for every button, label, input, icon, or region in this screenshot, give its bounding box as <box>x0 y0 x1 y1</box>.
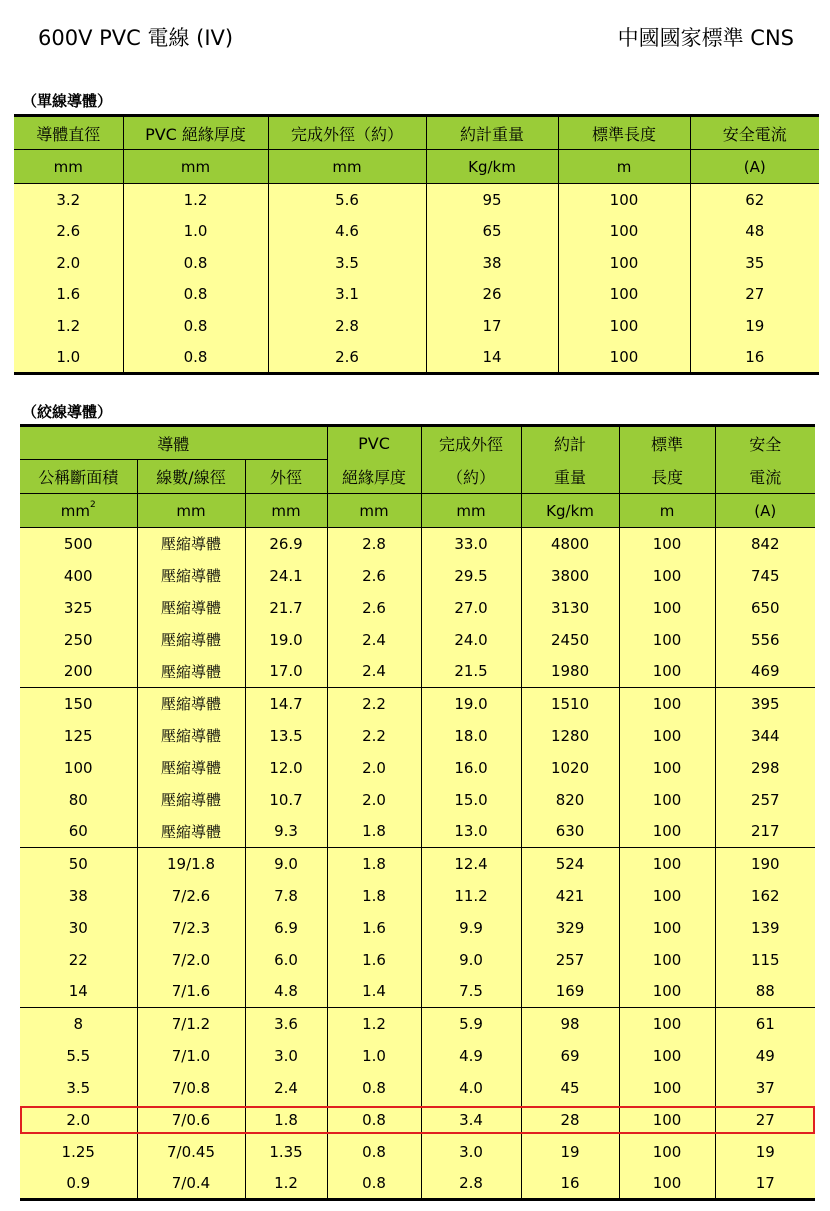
table-cell: 10.7 <box>245 784 327 816</box>
table-cell: 3.0 <box>245 1040 327 1072</box>
table-row <box>20 944 815 976</box>
table-cell: 500 <box>20 528 137 560</box>
stranded-wire-section-title: （絞線導體） <box>22 403 113 421</box>
table-cell: 100 <box>558 310 690 342</box>
header-area: 公稱斷面積 <box>20 460 137 494</box>
table-cell: 壓縮導體 <box>137 688 245 720</box>
table-row <box>20 560 815 592</box>
table-row <box>20 592 815 624</box>
table-row <box>14 310 819 342</box>
table-cell: 壓縮導體 <box>137 528 245 560</box>
unit-pvc: mm <box>327 494 421 528</box>
table-cell: 0.8 <box>123 247 268 279</box>
table-cell: 50 <box>20 848 137 880</box>
header-outer: 外徑 <box>245 460 327 494</box>
standard-label: 中國國家標準 CNS <box>617 26 794 50</box>
table-cell: 190 <box>715 848 815 880</box>
table-cell: 2.0 <box>327 784 421 816</box>
page-title: 600V PVC 電線 (IV) <box>38 26 234 50</box>
table-cell: 16 <box>521 1168 619 1200</box>
table-cell: 12.4 <box>421 848 521 880</box>
table-cell: 4.6 <box>268 215 426 247</box>
table-cell: 100 <box>619 912 715 944</box>
unit-od: mm <box>421 494 521 528</box>
table-row <box>20 912 815 944</box>
table-cell: 820 <box>521 784 619 816</box>
table-cell: 38 <box>20 880 137 912</box>
table-cell: 100 <box>619 1168 715 1200</box>
table-cell: 27 <box>690 279 819 311</box>
table-row <box>20 1008 815 1040</box>
unit-weight: Kg/km <box>521 494 619 528</box>
header-cell: 安全電流 <box>690 116 819 150</box>
table-row <box>20 656 815 688</box>
table-cell: 7/1.0 <box>137 1040 245 1072</box>
table-cell: 7/0.45 <box>137 1136 245 1168</box>
table-cell: 14 <box>426 342 558 374</box>
table-cell: 壓縮導體 <box>137 624 245 656</box>
table-cell: 22 <box>20 944 137 976</box>
table-row <box>20 1136 815 1168</box>
table-cell: 100 <box>619 752 715 784</box>
table-cell: 1.8 <box>327 816 421 848</box>
table-cell: 2.6 <box>327 560 421 592</box>
table-cell: 2.8 <box>327 528 421 560</box>
table-cell: 1980 <box>521 656 619 688</box>
units-row <box>20 494 815 528</box>
table-cell: 17 <box>715 1168 815 1200</box>
table-cell: 125 <box>20 720 137 752</box>
table-cell: 298 <box>715 752 815 784</box>
table-cell: 38 <box>426 247 558 279</box>
table-row <box>20 1040 815 1072</box>
table-cell: 14 <box>20 976 137 1008</box>
table-cell: 7.5 <box>421 976 521 1008</box>
table-cell: 13.5 <box>245 720 327 752</box>
table-cell: 3.4 <box>421 1104 521 1136</box>
table-cell: 1.2 <box>245 1168 327 1200</box>
table-cell: 1.25 <box>20 1136 137 1168</box>
table-cell: 15.0 <box>421 784 521 816</box>
table-row <box>14 279 819 311</box>
table-cell: 2.2 <box>327 720 421 752</box>
stranded-wire-table <box>20 424 815 1201</box>
table-cell: 18.0 <box>421 720 521 752</box>
table-cell: 100 <box>619 1072 715 1104</box>
table-cell: 250 <box>20 624 137 656</box>
table-cell: 30 <box>20 912 137 944</box>
table-cell: 4.0 <box>421 1072 521 1104</box>
table-cell: 21.5 <box>421 656 521 688</box>
table-cell: 4.8 <box>245 976 327 1008</box>
table-cell: 19/1.8 <box>137 848 245 880</box>
table-cell: 16.0 <box>421 752 521 784</box>
header-cell: 約計重量 <box>426 116 558 150</box>
table-cell: 9.0 <box>245 848 327 880</box>
header-cell: 完成外徑（約） <box>268 116 426 150</box>
table-cell: 19.0 <box>245 624 327 656</box>
table-row <box>14 342 819 374</box>
table-cell: 0.8 <box>123 342 268 374</box>
table-cell: 7/0.6 <box>137 1104 245 1136</box>
table-cell: 1.2 <box>327 1008 421 1040</box>
table-cell: 壓縮導體 <box>137 816 245 848</box>
single-wire-section-title: （單線導體） <box>22 92 113 110</box>
table-cell: 17.0 <box>245 656 327 688</box>
table-cell: 24.1 <box>245 560 327 592</box>
table-cell: 7/2.3 <box>137 912 245 944</box>
table-cell: 1020 <box>521 752 619 784</box>
table-cell: 19 <box>715 1136 815 1168</box>
table-cell: 100 <box>558 184 690 216</box>
table-cell: 100 <box>619 1040 715 1072</box>
table-cell: 3.1 <box>268 279 426 311</box>
table-row <box>20 848 815 880</box>
table-cell: 壓縮導體 <box>137 720 245 752</box>
header-strands: 線數/線徑 <box>137 460 245 494</box>
header-pvc: PVC <box>327 426 421 460</box>
table-cell: 100 <box>558 247 690 279</box>
table-cell: 9.0 <box>421 944 521 976</box>
table-cell: 27 <box>715 1104 815 1136</box>
table-cell: 1.6 <box>14 279 123 311</box>
table-cell: 1.2 <box>14 310 123 342</box>
table-cell: 1510 <box>521 688 619 720</box>
header-length: 標準 <box>619 426 715 460</box>
table-cell: 35 <box>690 247 819 279</box>
table-cell: 100 <box>558 342 690 374</box>
table-cell: 329 <box>521 912 619 944</box>
table-cell: 524 <box>521 848 619 880</box>
unit-area: $mm^2$ <box>20 494 137 528</box>
table-cell: 7/1.2 <box>137 1008 245 1040</box>
table-row-highlighted <box>20 1104 815 1136</box>
header-row-mid <box>20 460 815 494</box>
table-cell: 65 <box>426 215 558 247</box>
table-cell: 1.35 <box>245 1136 327 1168</box>
table-cell: 5.6 <box>268 184 426 216</box>
table-cell: 100 <box>619 848 715 880</box>
table-cell: 0.9 <box>20 1168 137 1200</box>
unit-cell: Kg/km <box>426 150 558 184</box>
table-cell: 344 <box>715 720 815 752</box>
table-cell: 7/1.6 <box>137 976 245 1008</box>
table-cell: 1.4 <box>327 976 421 1008</box>
table-cell: 61 <box>715 1008 815 1040</box>
table-cell: 162 <box>715 880 815 912</box>
table-cell: 0.8 <box>327 1136 421 1168</box>
unit-cell: mm <box>123 150 268 184</box>
table-row <box>20 624 815 656</box>
unit-outer: mm <box>245 494 327 528</box>
table-cell: 100 <box>619 944 715 976</box>
table-cell: 9.9 <box>421 912 521 944</box>
table-row <box>20 1072 815 1104</box>
table-cell: 2.6 <box>268 342 426 374</box>
table-cell: 100 <box>619 624 715 656</box>
table-cell: 壓縮導體 <box>137 656 245 688</box>
table-cell: 1.6 <box>327 912 421 944</box>
table-cell: 49 <box>715 1040 815 1072</box>
table-cell: 21.7 <box>245 592 327 624</box>
table-cell: 169 <box>521 976 619 1008</box>
table-cell: 842 <box>715 528 815 560</box>
table-cell: 0.8 <box>123 279 268 311</box>
header-length-2: 長度 <box>619 460 715 494</box>
table-cell: 1.0 <box>123 215 268 247</box>
table-cell: 3.2 <box>14 184 123 216</box>
table-cell: 33.0 <box>421 528 521 560</box>
table-cell: 1.2 <box>123 184 268 216</box>
table-cell: 88 <box>715 976 815 1008</box>
table-cell: 3.6 <box>245 1008 327 1040</box>
table-cell: 100 <box>619 560 715 592</box>
table-cell: 2.4 <box>327 624 421 656</box>
table-cell: 1.0 <box>14 342 123 374</box>
table-cell: 325 <box>20 592 137 624</box>
table-row <box>20 976 815 1008</box>
table-cell: 100 <box>619 976 715 1008</box>
single-wire-table <box>14 114 819 375</box>
table-cell: 650 <box>715 592 815 624</box>
table-row <box>14 247 819 279</box>
table-cell: 98 <box>521 1008 619 1040</box>
table-cell: 壓縮導體 <box>137 752 245 784</box>
table-cell: 26.9 <box>245 528 327 560</box>
table-cell: 630 <box>521 816 619 848</box>
table-cell: 29.5 <box>421 560 521 592</box>
header-conductor: 導體 <box>20 426 327 460</box>
table-cell: 壓縮導體 <box>137 560 245 592</box>
table-cell: 2.0 <box>327 752 421 784</box>
header-current: 安全 <box>715 426 815 460</box>
table-cell: 60 <box>20 816 137 848</box>
table-cell: 100 <box>619 880 715 912</box>
unit-length: m <box>619 494 715 528</box>
table-cell: 80 <box>20 784 137 816</box>
table-row <box>20 752 815 784</box>
table-row <box>20 528 815 560</box>
table-cell: 16 <box>690 342 819 374</box>
table-cell: 2.4 <box>327 656 421 688</box>
header-cell: PVC 絕緣厚度 <box>123 116 268 150</box>
table-cell: 2.8 <box>421 1168 521 1200</box>
table-cell: 100 <box>558 279 690 311</box>
unit-cell: mm <box>268 150 426 184</box>
table-cell: 469 <box>715 656 815 688</box>
table-cell: 100 <box>619 592 715 624</box>
table-cell: 12.0 <box>245 752 327 784</box>
table-row <box>14 215 819 247</box>
table-cell: 28 <box>521 1104 619 1136</box>
table-cell: 17 <box>426 310 558 342</box>
table-cell: 257 <box>715 784 815 816</box>
header-od: 完成外徑 <box>421 426 521 460</box>
table-cell: 150 <box>20 688 137 720</box>
table-cell: 1280 <box>521 720 619 752</box>
table-cell: 8 <box>20 1008 137 1040</box>
table-cell: 13.0 <box>421 816 521 848</box>
table-cell: 14.7 <box>245 688 327 720</box>
table-cell: 100 <box>619 1008 715 1040</box>
table-cell: 0.8 <box>327 1104 421 1136</box>
table-cell: 24.0 <box>421 624 521 656</box>
table-cell: 19 <box>521 1136 619 1168</box>
table-cell: 400 <box>20 560 137 592</box>
table-cell: 100 <box>619 688 715 720</box>
table-cell: 7.8 <box>245 880 327 912</box>
unit-strands: mm <box>137 494 245 528</box>
header-od-approx: （約） <box>421 460 521 494</box>
header-row-top <box>20 426 815 460</box>
table-cell: 45 <box>521 1072 619 1104</box>
table-cell: 100 <box>20 752 137 784</box>
table-cell: 2.4 <box>245 1072 327 1104</box>
table-cell: 115 <box>715 944 815 976</box>
table-cell: 19 <box>690 310 819 342</box>
table-cell: 6.0 <box>245 944 327 976</box>
table-cell: 2.6 <box>327 592 421 624</box>
unit-cell: mm <box>14 150 123 184</box>
table-cell: 1.8 <box>327 848 421 880</box>
table-cell: 3.0 <box>421 1136 521 1168</box>
table-cell: 100 <box>619 1136 715 1168</box>
table-cell: 139 <box>715 912 815 944</box>
table-cell: 7/0.4 <box>137 1168 245 1200</box>
table-cell: 100 <box>558 215 690 247</box>
table-cell: 9.3 <box>245 816 327 848</box>
table-cell: 100 <box>619 528 715 560</box>
table-row <box>20 1168 815 1200</box>
header-cell: 導體直徑 <box>14 116 123 150</box>
units-row <box>14 150 819 184</box>
table-cell: 257 <box>521 944 619 976</box>
table-cell: 1.6 <box>327 944 421 976</box>
header-current-2: 電流 <box>715 460 815 494</box>
table-cell: 2.6 <box>14 215 123 247</box>
table-cell: 7/2.0 <box>137 944 245 976</box>
table-cell: 2.0 <box>14 247 123 279</box>
table-cell: 1.8 <box>327 880 421 912</box>
table-cell: 0.8 <box>327 1168 421 1200</box>
unit-cell: m <box>558 150 690 184</box>
table-cell: 11.2 <box>421 880 521 912</box>
table-cell: 37 <box>715 1072 815 1104</box>
table-cell: 100 <box>619 720 715 752</box>
table-cell: 4.9 <box>421 1040 521 1072</box>
table-cell: 100 <box>619 1104 715 1136</box>
table-cell: 19.0 <box>421 688 521 720</box>
unit-cell: (A) <box>690 150 819 184</box>
table-row <box>14 184 819 216</box>
table-cell: 7/2.6 <box>137 880 245 912</box>
table-cell: 0.8 <box>123 310 268 342</box>
table-row <box>20 816 815 848</box>
table-cell: 27.0 <box>421 592 521 624</box>
header-weight-2: 重量 <box>521 460 619 494</box>
table-row <box>20 720 815 752</box>
table-cell: 200 <box>20 656 137 688</box>
table-cell: 2.2 <box>327 688 421 720</box>
table-cell: 100 <box>619 784 715 816</box>
table-cell: 3130 <box>521 592 619 624</box>
table-cell: 0.8 <box>327 1072 421 1104</box>
table-cell: 26 <box>426 279 558 311</box>
table-cell: 2450 <box>521 624 619 656</box>
table-cell: 壓縮導體 <box>137 784 245 816</box>
table-cell: 5.5 <box>20 1040 137 1072</box>
table-row <box>20 784 815 816</box>
table-cell: 3.5 <box>268 247 426 279</box>
table-cell: 100 <box>619 816 715 848</box>
table-cell: 745 <box>715 560 815 592</box>
table-cell: 395 <box>715 688 815 720</box>
header-row <box>14 116 819 150</box>
table-cell: 7/0.8 <box>137 1072 245 1104</box>
header-weight: 約計 <box>521 426 619 460</box>
table-cell: 69 <box>521 1040 619 1072</box>
table-row <box>20 688 815 720</box>
table-cell: 2.0 <box>20 1104 137 1136</box>
table-cell: 48 <box>690 215 819 247</box>
table-cell: 壓縮導體 <box>137 592 245 624</box>
table-cell: 1.0 <box>327 1040 421 1072</box>
header-cell: 標準長度 <box>558 116 690 150</box>
table-cell: 556 <box>715 624 815 656</box>
table-cell: 421 <box>521 880 619 912</box>
header-pvc-thickness: 絕緣厚度 <box>327 460 421 494</box>
table-cell: 2.8 <box>268 310 426 342</box>
unit-current: (A) <box>715 494 815 528</box>
table-cell: 5.9 <box>421 1008 521 1040</box>
table-cell: 95 <box>426 184 558 216</box>
table-cell: 6.9 <box>245 912 327 944</box>
table-cell: 3800 <box>521 560 619 592</box>
table-row <box>20 880 815 912</box>
table-cell: 1.8 <box>245 1104 327 1136</box>
table-cell: 3.5 <box>20 1072 137 1104</box>
table-cell: 217 <box>715 816 815 848</box>
table-cell: 4800 <box>521 528 619 560</box>
table-cell: 62 <box>690 184 819 216</box>
table-cell: 100 <box>619 656 715 688</box>
